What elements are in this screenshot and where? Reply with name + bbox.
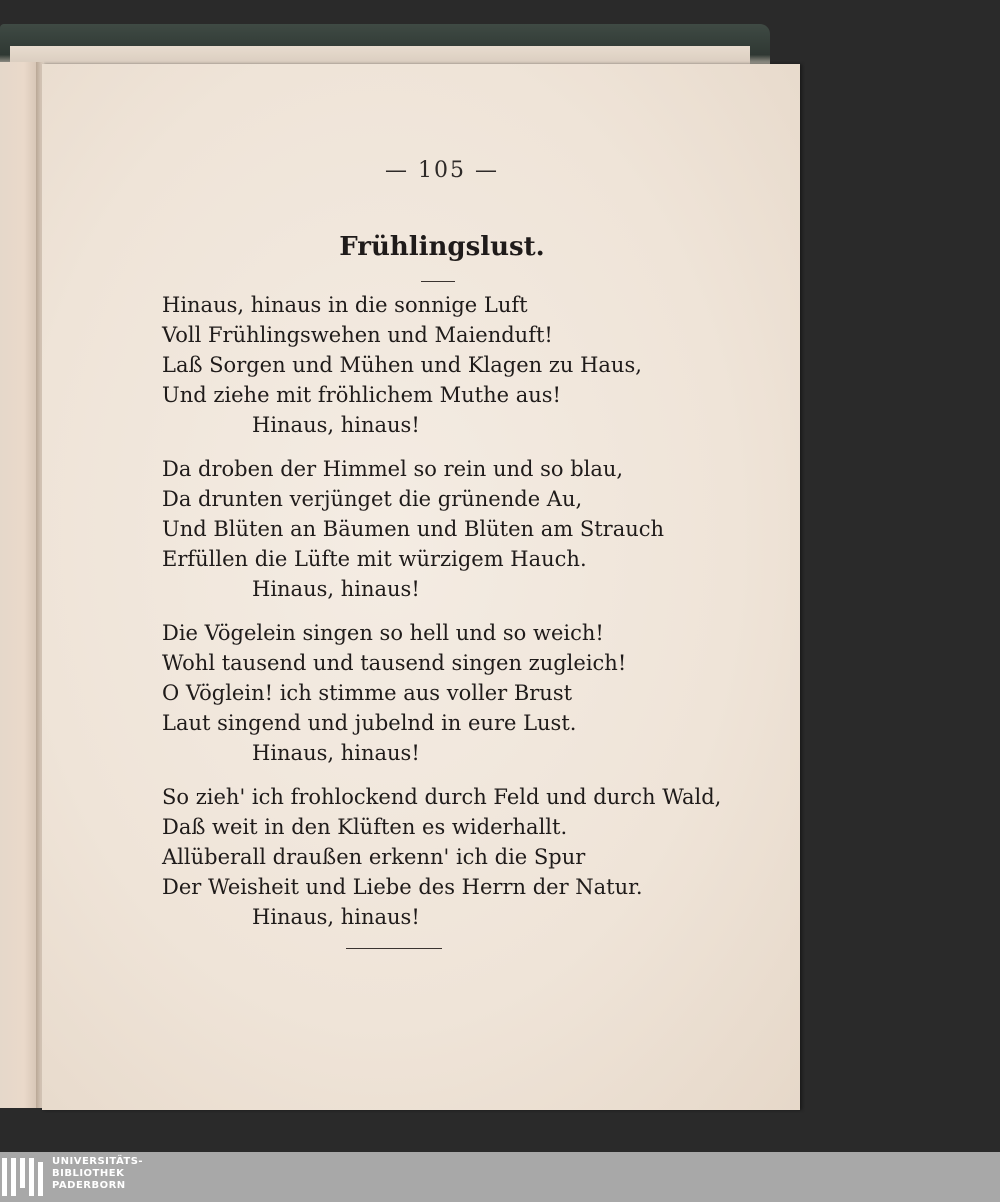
stanza-1: [162, 290, 722, 440]
logo-line: BIBLIOTHEK: [52, 1168, 125, 1179]
poem-line: Hinaus, hinaus in die sonnige Luft: [162, 293, 528, 317]
book-page: [42, 64, 800, 1110]
poem-line: Und Blüten an Bäumen und Blüten am Strauch: [162, 517, 665, 541]
page-number: — 105 —: [385, 158, 499, 183]
stanza-3: [162, 618, 722, 768]
poem-line: Der Weisheit und Liebe des Herrn der Natur.: [162, 875, 643, 899]
logo-line: PADERBORN: [52, 1180, 126, 1191]
poem-title: Frühlingslust.: [339, 232, 545, 262]
poem-refrain: Hinaus, hinaus!: [252, 413, 420, 437]
poem-line: Allüberall draußen erkenn' ich die Spur: [162, 845, 586, 869]
poem-line: Und ziehe mit fröhlichem Muthe aus!: [162, 383, 561, 407]
poem-refrain: Hinaus, hinaus!: [252, 741, 420, 765]
library-logo-text: [52, 1156, 143, 1192]
library-logo-icon: [2, 1158, 48, 1198]
footer-bar: [0, 1152, 1000, 1202]
logo-line: UNIVERSITÄTS-: [52, 1156, 144, 1167]
poem-line: Laut singend und jubelnd in eure Lust.: [162, 711, 577, 735]
page-stack-edge: [10, 46, 750, 66]
poem-line: Da droben der Himmel so rein und so blau,: [162, 457, 624, 481]
end-divider: [346, 948, 442, 949]
poem-line: Erfüllen die Lüfte mit würzigem Hauch.: [162, 547, 587, 571]
title-divider: [421, 281, 455, 282]
stanza-2: [162, 454, 722, 604]
stanza-4: [162, 782, 722, 932]
poem-refrain: Hinaus, hinaus!: [252, 577, 420, 601]
poem-line: Die Vögelein singen so hell und so weich!: [162, 621, 604, 645]
poem-body: [162, 290, 722, 946]
poem-line: O Vöglein! ich stimme aus voller Brust: [162, 681, 573, 705]
poem-line: Voll Frühlingswehen und Maienduft!: [162, 323, 553, 347]
poem-line: So zieh' ich frohlockend durch Feld und durch Wald,: [162, 785, 722, 809]
left-page-edge: [0, 62, 40, 1108]
poem-line: Laß Sorgen und Mühen und Klagen zu Haus,: [162, 353, 642, 377]
poem-line: Daß weit in den Klüften es widerhallt.: [162, 815, 568, 839]
poem-line: Wohl tausend und tausend singen zugleich!: [162, 651, 627, 675]
poem-line: Da drunten verjünget die grünende Au,: [162, 487, 583, 511]
poem-refrain: Hinaus, hinaus!: [252, 905, 420, 929]
